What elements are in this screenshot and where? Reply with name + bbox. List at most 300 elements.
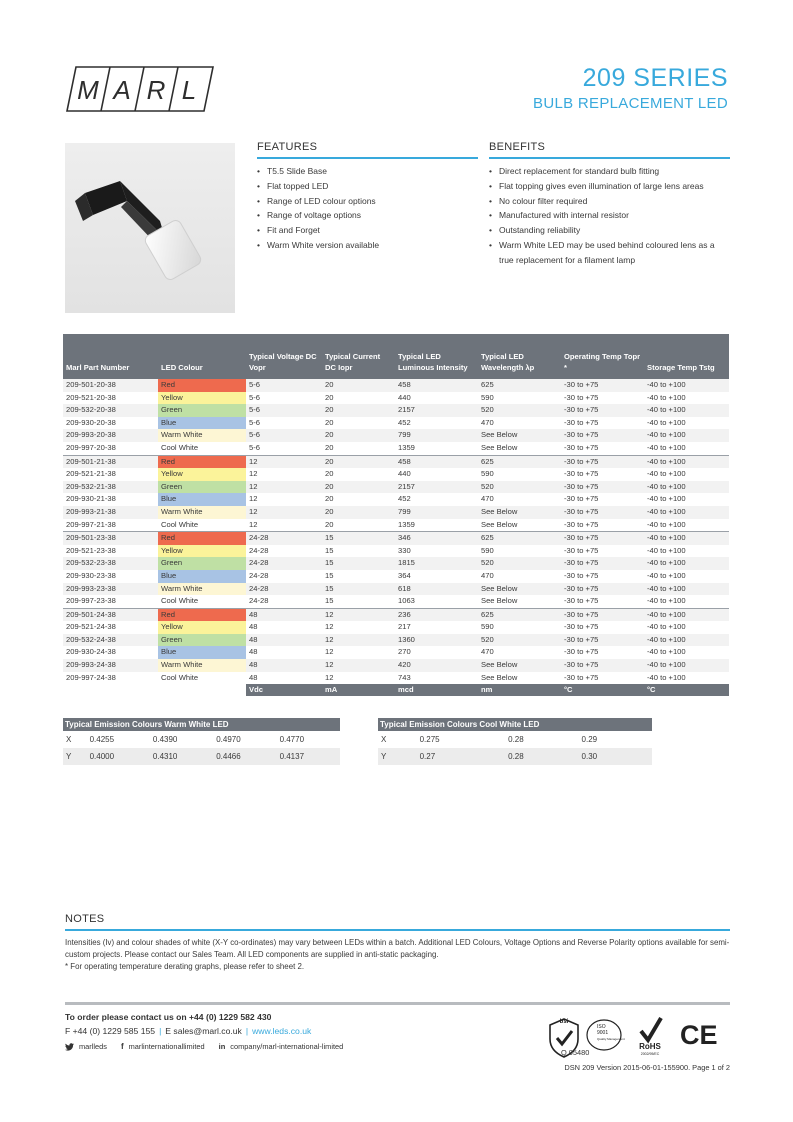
cell-wavelength: See Below [481, 672, 518, 682]
cell-led-colour: Yellow [158, 392, 246, 405]
table-row [63, 646, 729, 659]
cell-wavelength: 625 [478, 532, 561, 545]
logo-letter-r: R [146, 75, 166, 105]
cell-current: 20 [322, 404, 395, 417]
unit-cell: Vdc [246, 684, 322, 696]
product-image [65, 143, 235, 313]
feature-item: • T5.5 Slide Base [257, 164, 478, 179]
twitter-icon [65, 1043, 74, 1051]
cell-voltage: 24-28 [249, 596, 269, 606]
cell-part-number: 209-532-21-38 [63, 481, 158, 494]
cell-operating-temp: -30 to +75 [564, 519, 599, 529]
spec-table-body [63, 379, 729, 696]
table-row [63, 634, 729, 647]
social-links [65, 1042, 343, 1051]
cell-led-colour: Cool White [158, 595, 246, 608]
website-link[interactable]: www.leds.co.uk [252, 1026, 312, 1036]
bsi-text: bsi [559, 1019, 569, 1025]
cell-part-number: 209-532-20-38 [63, 404, 158, 417]
iso-text: ISO [597, 1024, 606, 1030]
cell-intensity: 618 [395, 583, 478, 596]
emission-value: 0.4970 [213, 731, 276, 748]
cell-current: 20 [325, 494, 334, 504]
cell-wavelength: 470 [481, 417, 494, 427]
table-row [63, 379, 729, 392]
logo-letter-l: L [181, 75, 197, 105]
cell-storage-temp: -40 to +100 [647, 672, 686, 682]
table-row [63, 570, 729, 583]
cell-led-colour: Blue [158, 646, 246, 659]
cell-part-number: 209-501-21-38 [63, 455, 158, 468]
cell-wavelength: 520 [478, 481, 561, 494]
cell-intensity: 330 [398, 545, 411, 555]
series-title: 209 SERIES [582, 64, 728, 92]
facebook-icon: f [120, 1042, 124, 1051]
emission-value: 0.29 [579, 731, 652, 748]
cell-current: 15 [322, 557, 395, 570]
cell-voltage: 48 [249, 647, 258, 657]
logo-letter-a: A [113, 75, 131, 105]
cell-voltage: 12 [249, 494, 258, 504]
table-row [378, 731, 652, 748]
cell-voltage: 12 [249, 469, 258, 479]
rohs-sub: 2002/95/EC [640, 1052, 660, 1056]
cell-wavelength: 470 [481, 647, 494, 657]
cell-led-colour: Green [158, 557, 246, 570]
unit-cell: °C [644, 684, 729, 696]
cell-operating-temp: -30 to +75 [564, 672, 599, 682]
table-row [63, 557, 729, 570]
cell-part-number: 209-993-24-38 [63, 659, 158, 672]
unit-cell: mA [322, 684, 395, 696]
warm-white-emission-table [63, 718, 340, 765]
spec-header-row [63, 334, 729, 379]
cell-part-number: 209-997-21-38 [66, 519, 116, 529]
cell-operating-temp: -30 to +75 [564, 494, 599, 504]
cell-operating-temp: -30 to +75 [564, 596, 599, 606]
benefit-item: • Manufactured with internal resistor [489, 208, 730, 223]
cell-led-colour: Green [158, 481, 246, 494]
cell-voltage: 48 [246, 608, 322, 621]
cell-intensity: 452 [398, 417, 411, 427]
unit-cell: mcd [395, 684, 478, 696]
cell-storage-temp: -40 to +100 [647, 647, 686, 657]
table-row [378, 748, 652, 765]
cell-operating-temp: -30 to +75 [561, 634, 644, 647]
table-row [63, 583, 729, 596]
cell-part-number: 209-930-21-38 [66, 494, 116, 504]
cell-storage-temp: -40 to +100 [644, 404, 729, 417]
cell-intensity: 799 [395, 506, 478, 519]
cell-operating-temp: -30 to +75 [564, 417, 599, 427]
notes-heading: NOTES [65, 913, 730, 931]
cell-storage-temp: -40 to +100 [647, 622, 686, 632]
cell-intensity: 1360 [395, 634, 478, 647]
cell-operating-temp: -30 to +75 [564, 392, 599, 402]
rohs-mark [639, 1018, 661, 1056]
cell-wavelength: See Below [481, 519, 518, 529]
table-row [63, 595, 729, 608]
cell-operating-temp: -30 to +75 [561, 608, 644, 621]
header-intensity: Typical LED Luminous Intensity [395, 334, 478, 379]
cell-intensity: 440 [398, 469, 411, 479]
cell-intensity: 364 [398, 570, 411, 580]
cell-led-colour: Cool White [158, 672, 246, 685]
cell-part-number: 209-997-24-38 [66, 672, 116, 682]
cell-operating-temp: -30 to +75 [564, 469, 599, 479]
benefit-item: • Outstanding reliability [489, 223, 730, 238]
cell-wavelength: See Below [478, 506, 561, 519]
table-row [63, 417, 729, 430]
cell-current: 15 [322, 583, 395, 596]
cell-led-colour: Red [158, 532, 246, 545]
cell-operating-temp: -30 to +75 [561, 659, 644, 672]
cell-storage-temp: -40 to +100 [647, 442, 686, 452]
feature-item: • Flat topped LED [257, 179, 478, 194]
cell-storage-temp: -40 to +100 [647, 469, 686, 479]
cell-current: 15 [325, 570, 334, 580]
contact-line [65, 1026, 311, 1036]
cool-emission-title: Typical Emission Colours Cool White LED [378, 718, 652, 731]
cell-storage-temp: -40 to +100 [644, 481, 729, 494]
cool-white-emission-table [378, 718, 652, 765]
rohs-text: RoHS [639, 1042, 661, 1051]
cell-storage-temp: -40 to +100 [647, 519, 686, 529]
facebook-handle: marlinternationallimited [128, 1042, 205, 1051]
cell-led-colour: Yellow [158, 468, 246, 481]
table-row [63, 659, 729, 672]
emission-value: 0.4000 [87, 748, 150, 765]
benefit-item: • No colour filter required [489, 194, 730, 209]
order-phone-line: To order please contact us on +44 (0) 1229 582 430 [65, 1012, 272, 1022]
twitter-link[interactable] [65, 1042, 107, 1051]
cell-intensity: 743 [398, 672, 411, 682]
cell-part-number: 209-997-20-38 [66, 442, 116, 452]
features-heading: FEATURES [257, 141, 478, 159]
benefit-item: • Warm White LED may be used behind coloured lens as a [489, 238, 730, 253]
cell-intensity: 1359 [398, 519, 415, 529]
benefits-list [489, 164, 730, 268]
ce-mark [680, 1020, 718, 1050]
cell-storage-temp: -40 to +100 [647, 392, 686, 402]
header-wavelength: Typical LED Wavelength λp [478, 334, 561, 379]
cell-part-number: 209-501-20-38 [63, 379, 158, 392]
cell-voltage: 24-28 [246, 557, 322, 570]
cell-current: 20 [322, 379, 395, 392]
cell-current: 12 [325, 647, 334, 657]
linkedin-link[interactable] [219, 1042, 344, 1051]
cell-intensity: 270 [398, 647, 411, 657]
cell-operating-temp: -30 to +75 [564, 647, 599, 657]
notes-line: * For operating temperature derating graphs, please refer to sheet 2. [65, 962, 305, 971]
cell-led-colour: Blue [158, 417, 246, 430]
emission-value: 0.27 [417, 748, 506, 765]
cell-voltage: 48 [249, 672, 258, 682]
cell-part-number: 209-501-24-38 [63, 608, 158, 621]
benefit-item: • Flat topping gives even illumination of large lens areas [489, 179, 730, 194]
specification-table [63, 334, 729, 696]
emission-value: 0.275 [417, 731, 506, 748]
led-bulb-illustration [65, 143, 235, 313]
feature-item: • Warm White version available [257, 238, 478, 253]
table-row [63, 468, 729, 481]
cell-part-number: 209-993-23-38 [63, 583, 158, 596]
units-row [63, 684, 729, 696]
cell-storage-temp: -40 to +100 [644, 429, 729, 442]
iso-number: 9001 [597, 1030, 609, 1036]
emission-value: 0.4770 [277, 731, 340, 748]
series-subtitle: BULB REPLACEMENT LED [533, 95, 728, 112]
cell-current: 20 [322, 481, 395, 494]
cell-intensity: 1815 [395, 557, 478, 570]
cell-voltage: 24-28 [249, 570, 269, 580]
cell-voltage: 5-6 [246, 404, 322, 417]
cell-led-colour: Red [158, 379, 246, 392]
cell-operating-temp: -30 to +75 [564, 622, 599, 632]
cell-storage-temp: -40 to +100 [644, 379, 729, 392]
table-row [63, 519, 729, 532]
linkedin-icon: in [218, 1042, 226, 1051]
twitter-handle: marlleds [79, 1042, 107, 1051]
cell-part-number: 209-521-24-38 [66, 622, 116, 632]
cell-current: 15 [322, 532, 395, 545]
cell-part-number: 209-993-21-38 [63, 506, 158, 519]
cell-operating-temp: -30 to +75 [564, 442, 599, 452]
cell-intensity: 420 [395, 659, 478, 672]
emission-axis-label: X [378, 731, 417, 748]
cell-voltage: 5-6 [246, 429, 322, 442]
cell-storage-temp: -40 to +100 [647, 596, 686, 606]
certificate-code: Q 05480 [561, 1048, 590, 1057]
cell-wavelength: 470 [481, 494, 494, 504]
emission-value: 0.4390 [150, 731, 213, 748]
cell-voltage: 48 [246, 634, 322, 647]
benefit-item: • Direct replacement for standard bulb fitting [489, 164, 730, 179]
cell-storage-temp: -40 to +100 [644, 608, 729, 621]
cell-current: 20 [322, 455, 395, 468]
cell-intensity: 458 [395, 379, 478, 392]
table-row [63, 442, 729, 455]
cell-part-number: 209-501-23-38 [63, 532, 158, 545]
cell-current: 20 [325, 469, 334, 479]
emission-value: 0.4137 [277, 748, 340, 765]
cell-operating-temp: -30 to +75 [561, 557, 644, 570]
unit-cell: nm [478, 684, 561, 696]
separator: | [245, 1026, 249, 1036]
cell-operating-temp: -30 to +75 [561, 429, 644, 442]
cell-current: 15 [325, 545, 334, 555]
cell-part-number: 209-997-23-38 [66, 596, 116, 606]
cell-wavelength: 520 [478, 557, 561, 570]
table-row [63, 481, 729, 494]
cell-storage-temp: -40 to +100 [644, 557, 729, 570]
cell-led-colour: Blue [158, 570, 246, 583]
cell-current: 12 [325, 622, 334, 632]
cell-voltage: 24-28 [246, 583, 322, 596]
cell-intensity: 799 [395, 429, 478, 442]
emission-value: 0.30 [579, 748, 652, 765]
ce-text: CE [680, 1020, 718, 1050]
cell-intensity: 236 [395, 608, 478, 621]
table-row [63, 608, 729, 621]
feature-item: • Range of LED colour options [257, 194, 478, 209]
footer-divider [65, 1002, 730, 1005]
cell-led-colour: Red [158, 608, 246, 621]
table-row [63, 672, 729, 685]
cell-part-number: 209-521-23-38 [66, 545, 116, 555]
cell-wavelength: See Below [478, 429, 561, 442]
cell-operating-temp: -30 to +75 [561, 481, 644, 494]
cell-wavelength: 625 [478, 455, 561, 468]
cell-storage-temp: -40 to +100 [644, 455, 729, 468]
cell-part-number: 209-930-24-38 [66, 647, 116, 657]
table-row [63, 392, 729, 405]
table-row [63, 429, 729, 442]
cell-storage-temp: -40 to +100 [644, 506, 729, 519]
cell-part-number: 209-521-21-38 [66, 469, 116, 479]
header-operating-temp: Operating Temp Topr * [561, 334, 644, 379]
cell-storage-temp: -40 to +100 [644, 583, 729, 596]
cell-intensity: 452 [398, 494, 411, 504]
marl-logo [66, 66, 214, 112]
cell-wavelength: 590 [481, 622, 494, 632]
cell-operating-temp: -30 to +75 [561, 506, 644, 519]
cell-current: 12 [322, 634, 395, 647]
cell-current: 15 [325, 596, 334, 606]
cell-led-colour: Yellow [158, 621, 246, 634]
cell-led-colour: Warm White [158, 659, 246, 672]
cell-wavelength: 520 [478, 634, 561, 647]
cell-intensity: 1063 [398, 596, 415, 606]
cell-intensity: 2157 [395, 404, 478, 417]
cell-part-number: 209-521-20-38 [66, 392, 116, 402]
cell-voltage: 48 [249, 622, 258, 632]
cell-intensity: 217 [398, 622, 411, 632]
warm-emission-title: Typical Emission Colours Warm White LED [63, 718, 340, 731]
cell-led-colour: Cool White [158, 442, 246, 455]
cell-wavelength: See Below [481, 596, 518, 606]
cell-led-colour: Green [158, 404, 246, 417]
benefit-item-continuation: true replacement for a filament lamp [499, 254, 636, 265]
emission-axis-label: X [63, 731, 87, 748]
cell-voltage: 24-28 [249, 545, 269, 555]
cell-operating-temp: -30 to +75 [561, 455, 644, 468]
cell-wavelength: 590 [481, 469, 494, 479]
table-row [63, 731, 340, 748]
cell-led-colour: Warm White [158, 506, 246, 519]
table-row [63, 621, 729, 634]
emission-value: 0.4466 [213, 748, 276, 765]
iso-label: Quality Management [597, 1037, 625, 1041]
cell-current: 20 [322, 429, 395, 442]
cell-wavelength: 625 [478, 379, 561, 392]
emission-value: 0.28 [505, 731, 578, 748]
benefits-heading: BENEFITS [489, 141, 730, 159]
unit-cell: °C [561, 684, 644, 696]
unit-cell [158, 684, 246, 696]
cell-voltage: 12 [249, 519, 258, 529]
cell-operating-temp: -30 to +75 [561, 404, 644, 417]
fax-number: F +44 (0) 1229 585 155 [65, 1026, 156, 1036]
emission-axis-label: Y [63, 748, 87, 765]
cell-wavelength: 590 [481, 392, 494, 402]
cell-intensity: 1359 [398, 442, 415, 452]
cell-operating-temp: -30 to +75 [561, 379, 644, 392]
cell-voltage: 5-6 [249, 392, 260, 402]
cell-current: 20 [325, 519, 334, 529]
logo-letter-m: M [77, 75, 99, 105]
cell-part-number: 209-930-20-38 [66, 417, 116, 427]
cell-wavelength: 590 [481, 545, 494, 555]
email-link[interactable]: E sales@marl.co.uk [165, 1026, 242, 1036]
cell-wavelength: See Below [481, 442, 518, 452]
cell-storage-temp: -40 to +100 [644, 532, 729, 545]
cell-intensity: 346 [395, 532, 478, 545]
notes-body [65, 937, 730, 973]
cell-part-number: 209-532-23-38 [63, 557, 158, 570]
cell-wavelength: See Below [478, 583, 561, 596]
table-row [63, 748, 340, 765]
emission-value: 0.4310 [150, 748, 213, 765]
emission-value: 0.28 [505, 748, 578, 765]
cell-voltage: 5-6 [246, 379, 322, 392]
cell-current: 20 [325, 392, 334, 402]
feature-item: • Range of voltage options [257, 208, 478, 223]
cell-current: 20 [325, 417, 334, 427]
cell-storage-temp: -40 to +100 [647, 545, 686, 555]
cell-operating-temp: -30 to +75 [561, 532, 644, 545]
cell-storage-temp: -40 to +100 [647, 417, 686, 427]
header-voltage: Typical Voltage DC Vopr [246, 334, 322, 379]
feature-item: • Fit and Forget [257, 223, 478, 238]
emission-axis-label: Y [378, 748, 417, 765]
cell-current: 12 [325, 672, 334, 682]
features-list [257, 164, 478, 253]
cell-current: 20 [322, 506, 395, 519]
cell-current: 12 [322, 608, 395, 621]
emission-value: 0.4255 [87, 731, 150, 748]
cell-led-colour: Cool White [158, 519, 246, 532]
cell-wavelength: 470 [481, 570, 494, 580]
cell-voltage: 12 [246, 506, 322, 519]
cell-voltage: 12 [246, 455, 322, 468]
cell-led-colour: Warm White [158, 583, 246, 596]
cell-wavelength: 625 [478, 608, 561, 621]
document-reference: DSN 209 Version 2015-06-01-155900. Page 1 of 2 [564, 1063, 730, 1072]
unit-cell [63, 684, 158, 696]
cell-voltage: 24-28 [246, 532, 322, 545]
cell-part-number: 209-930-23-38 [66, 570, 116, 580]
cell-current: 12 [322, 659, 395, 672]
cell-operating-temp: -30 to +75 [561, 583, 644, 596]
cell-current: 20 [325, 442, 334, 452]
cell-led-colour: Blue [158, 493, 246, 506]
linkedin-handle: company/marl-international-limited [230, 1042, 344, 1051]
cell-led-colour: Green [158, 634, 246, 647]
table-row [63, 404, 729, 417]
cell-storage-temp: -40 to +100 [644, 659, 729, 672]
cell-led-colour: Warm White [158, 429, 246, 442]
table-row [63, 532, 729, 545]
separator: | [159, 1026, 162, 1036]
cell-wavelength: 520 [478, 404, 561, 417]
cell-operating-temp: -30 to +75 [564, 545, 599, 555]
facebook-link[interactable] [121, 1042, 205, 1051]
cell-intensity: 2157 [395, 481, 478, 494]
cell-voltage: 5-6 [249, 417, 260, 427]
header-storage-temp: Storage Temp Tstg [644, 334, 729, 379]
table-row [63, 455, 729, 468]
